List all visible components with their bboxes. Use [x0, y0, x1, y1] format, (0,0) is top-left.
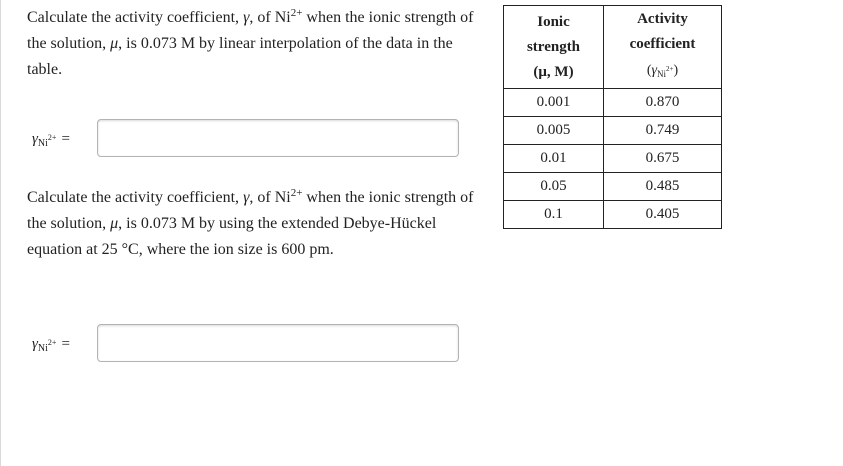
- header-paren-open: (: [646, 63, 652, 78]
- answer-1-sup: 2+: [47, 133, 57, 142]
- cell-ionic-strength: 0.005: [504, 117, 604, 145]
- cell-ionic-strength: 0.05: [504, 173, 604, 201]
- q2-gamma: γ: [243, 189, 250, 206]
- table-row: [504, 173, 722, 201]
- q1-mu: μ: [110, 35, 119, 52]
- cell-ionic-strength: 0.001: [504, 89, 604, 117]
- q2-mu: μ: [110, 215, 119, 232]
- answer-2-label: [32, 336, 70, 354]
- q2-text-a: Calculate the activity coefficient,: [27, 189, 244, 206]
- table-row: [504, 89, 722, 117]
- cell-activity-coefficient: 0.749: [604, 117, 722, 145]
- q2-text-b: , of Ni: [249, 189, 291, 206]
- q2-charge: 2+: [290, 187, 303, 199]
- cell-ionic-strength: 0.1: [504, 201, 604, 229]
- header-activity-line-1: Activity: [637, 11, 688, 27]
- cell-activity-coefficient: 0.675: [604, 145, 722, 173]
- header-sup: 2+: [666, 65, 674, 73]
- answer-1-input[interactable]: [97, 119, 459, 157]
- q1-text-b: , of Ni: [249, 9, 291, 26]
- cell-activity-coefficient: 0.405: [604, 201, 722, 229]
- q1-text-a: Calculate the activity coefficient,: [27, 9, 244, 26]
- header-activity-line-2: coefficient: [629, 36, 696, 52]
- header-ionic-strength: [504, 6, 604, 89]
- q1-gamma: γ: [243, 9, 250, 26]
- header-ionic-line-3: (μ, M): [533, 63, 574, 80]
- cell-activity-coefficient: 0.485: [604, 173, 722, 201]
- table-row: [504, 145, 722, 173]
- answer-1-sub: Ni: [37, 138, 48, 149]
- q1-text-c: when the ionic strength of the solution,: [27, 9, 474, 52]
- cell-activity-coefficient: 0.870: [604, 89, 722, 117]
- q2-text-d: , is 0.073 M by using the extended Debye-Hückel equation at 25 °C, where the ion size is 600 pm.: [27, 215, 437, 258]
- question-1-text: [27, 5, 477, 83]
- answer-1-equals: =: [61, 131, 70, 147]
- question-2-text: [27, 185, 477, 263]
- header-activity-line-3: [604, 57, 721, 87]
- cell-ionic-strength: 0.01: [504, 145, 604, 173]
- q1-charge: 2+: [290, 7, 303, 19]
- q2-text-c: when the ionic strength of the solution,: [27, 189, 474, 232]
- table-header-row: [504, 6, 722, 89]
- page-left-border: [0, 0, 1, 466]
- answer-1-gamma: γ: [32, 131, 38, 147]
- answer-2-input[interactable]: [97, 324, 459, 362]
- header-paren-close: ): [673, 63, 679, 78]
- answer-2-equals: =: [61, 336, 70, 352]
- activity-data-table: [503, 5, 722, 229]
- table-row: [504, 201, 722, 229]
- answer-1-label: [32, 131, 70, 149]
- header-ionic-line-2: strength: [526, 38, 581, 55]
- answer-2-sup: 2+: [47, 338, 57, 347]
- answer-2-gamma: γ: [32, 336, 38, 352]
- header-activity-coefficient: [604, 6, 722, 89]
- q1-text-d: , is 0.073 M by linear interpolation of the data in the table.: [27, 35, 453, 78]
- header-sub: Ni: [657, 69, 667, 79]
- header-gamma: γ: [651, 63, 658, 78]
- table-row: [504, 117, 722, 145]
- answer-2-sub: Ni: [37, 343, 48, 354]
- header-ionic-line-1: Ionic: [537, 13, 570, 30]
